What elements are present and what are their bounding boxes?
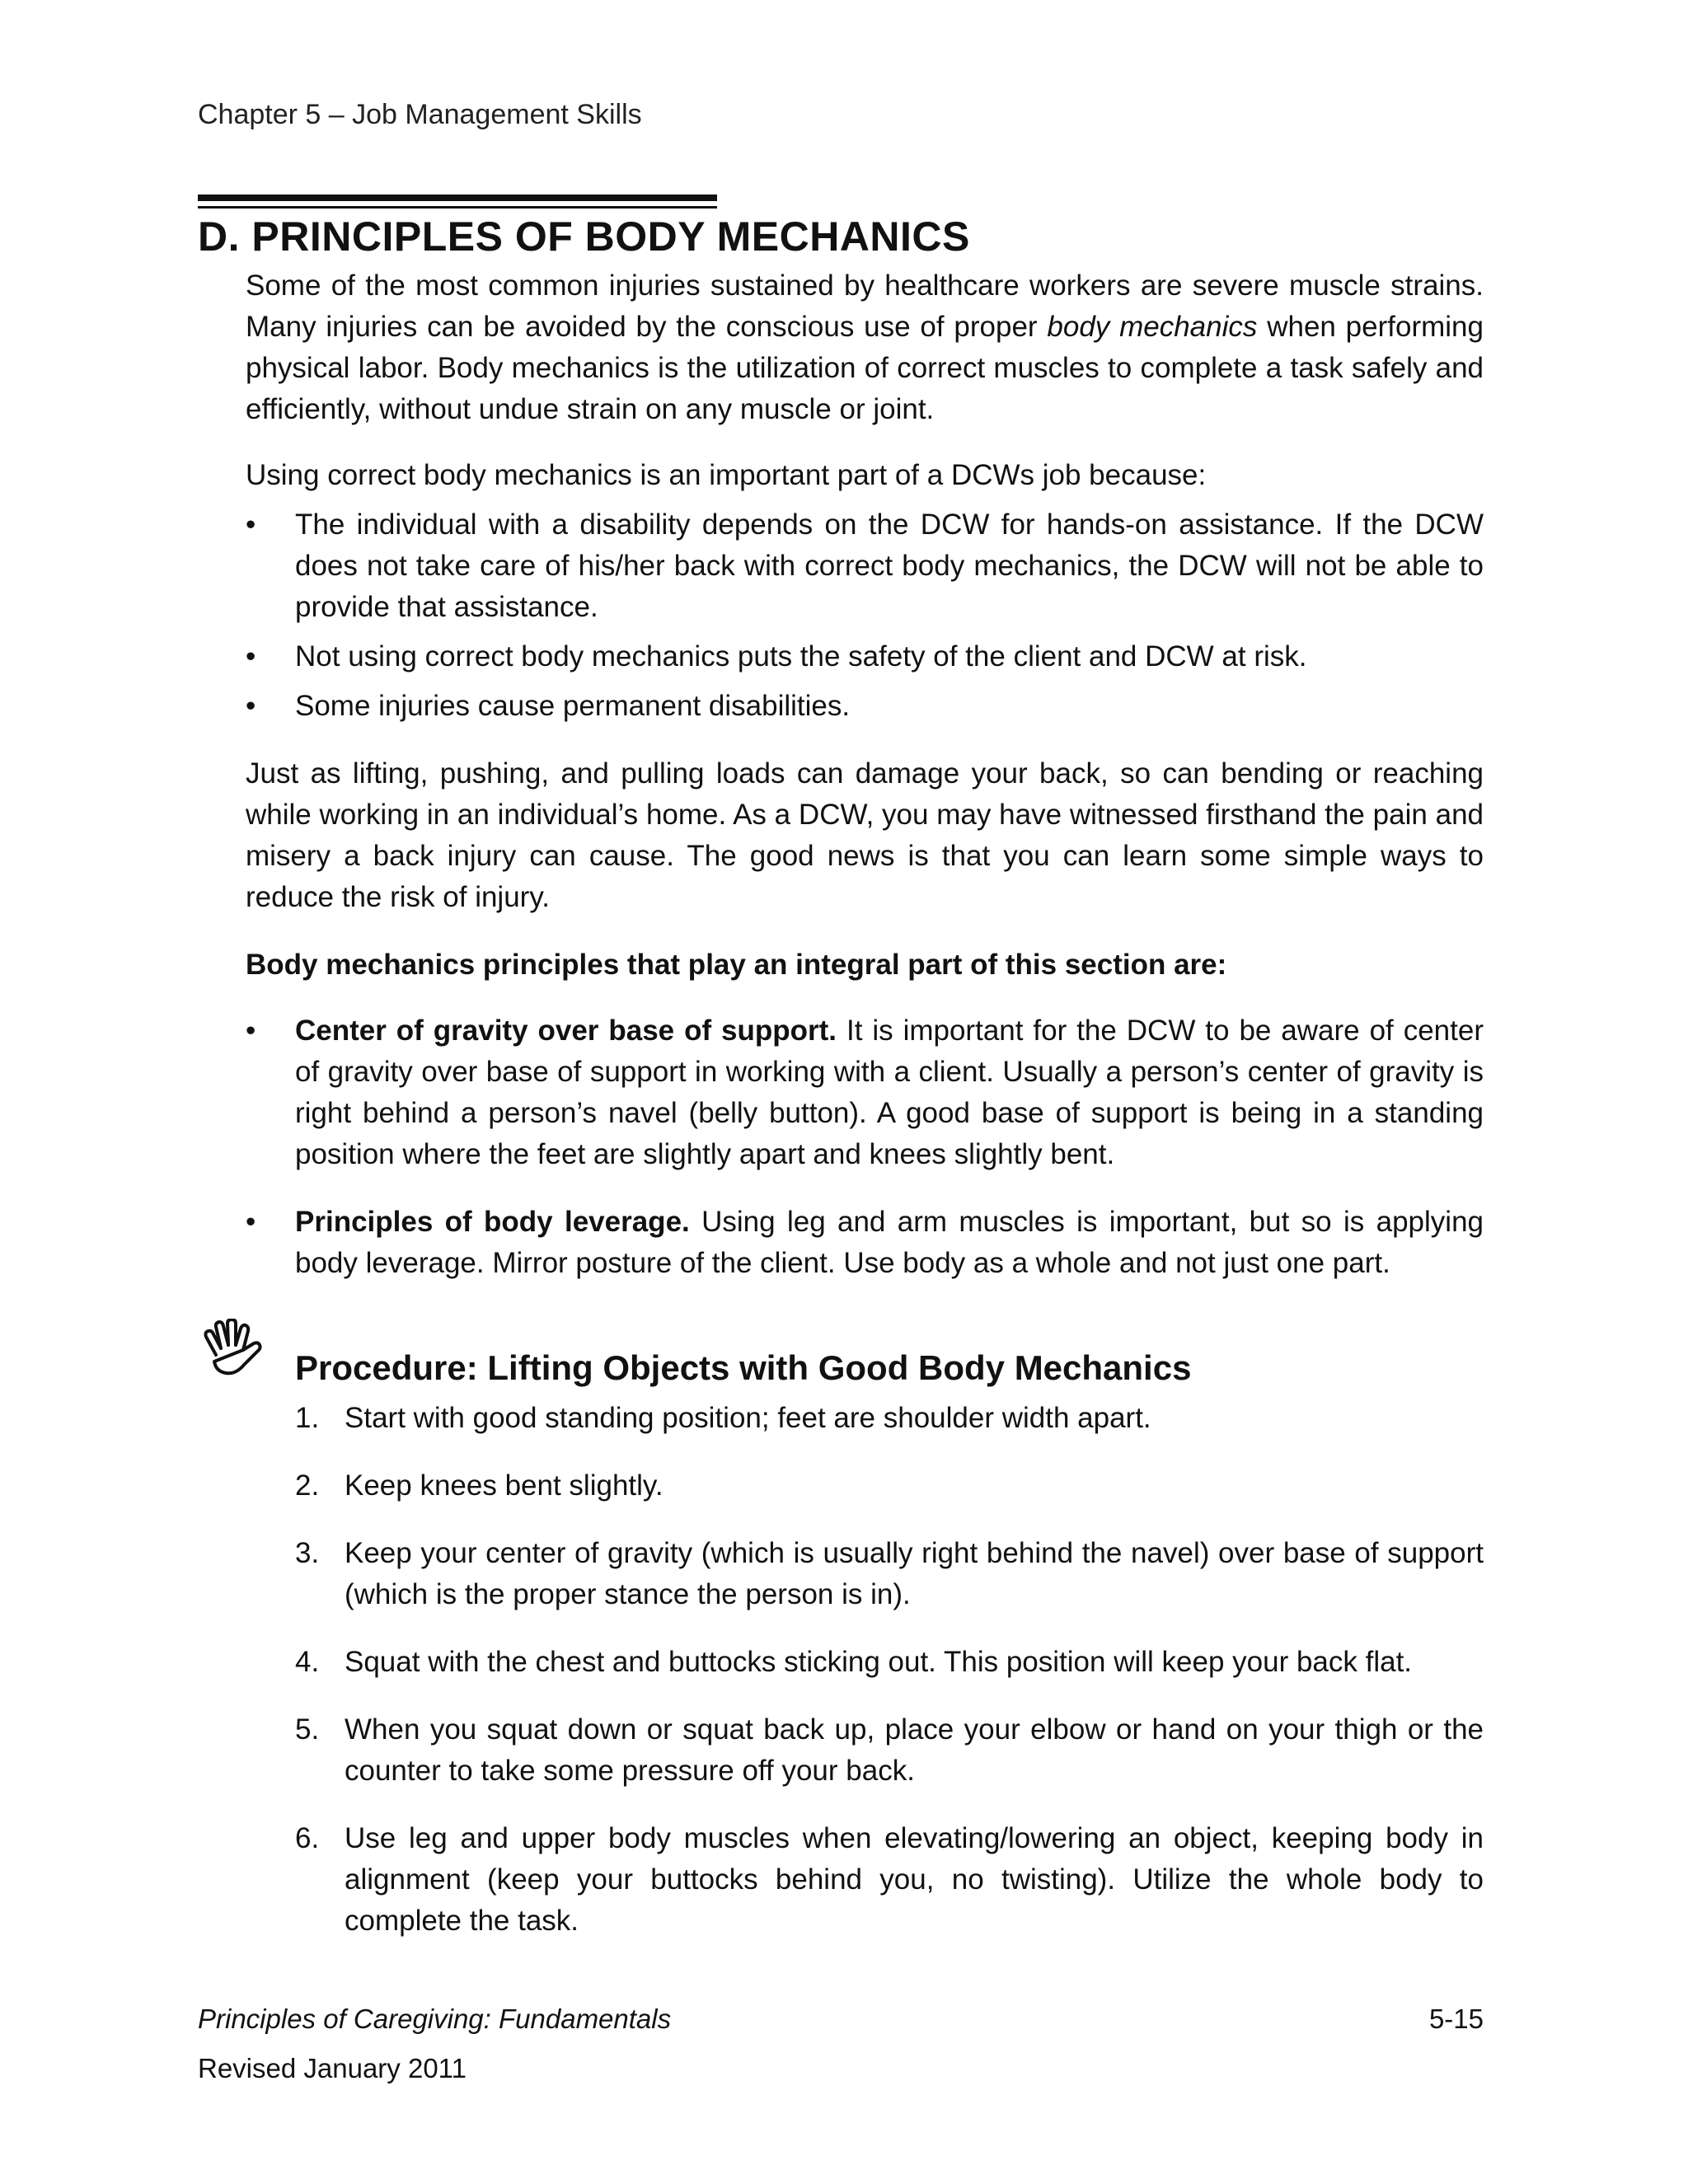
intro-emphasis: body mechanics [1047,311,1258,343]
bullet-glyph: • [246,690,256,722]
step-text: Keep your center of gravity (which is usually right behind the navel) over base of support (which is the proper stance the person is in). [345,1537,1484,1610]
intro-text-b: when performing physical labor. Body mechanics is the utilization of correct muscles to complete a task safely and efficiently, without undue strain on any muscle or joint. [246,311,1484,425]
footer-revised-date: Revised January 2011 [198,2053,467,2083]
step-number: 4. [295,1646,320,1678]
bullet-glyph: • [246,509,256,541]
principle-term: Principles of body leverage. [295,1206,690,1238]
step-text: Use leg and upper body muscles when elevating/lowering an object, keeping body in alignment (keep your buttocks behind you, no twisting). Utilize the whole body to complete the task. [345,1822,1484,1937]
list-item [246,636,1484,677]
page-footer-left [198,1994,671,2093]
step-number: 1. [295,1402,320,1434]
principles-heading: Body mechanics principles that play an integral part of this section are: [246,949,1227,981]
footer-book-title: Principles of Caregiving: Fundamentals [198,2004,672,2034]
page-number: 5-15 [1428,2004,1484,2034]
step-text: Keep knees bent slightly. [345,1469,663,1502]
reasons-list [246,504,1484,727]
raised-hand-icon [198,1319,264,1385]
step-number: 5. [295,1713,320,1746]
bullet-glyph: • [246,1015,256,1047]
principle-term: Center of gravity over base of support. [295,1015,837,1047]
principles-list [246,1010,1484,1284]
reasons-lead-paragraph: Using correct body mechanics is an important part of a DCWs job because: [246,459,1207,491]
section-title: D. PRINCIPLES OF BODY MECHANICS [198,213,970,260]
reason-text: Not using correct body mechanics puts the safety of the client and DCW at risk. [295,640,1307,673]
procedure-title: Procedure: Lifting Objects with Good Body Mechanics [295,1348,1192,1387]
list-item [246,504,1484,628]
back-injury-paragraph: Just as lifting, pushing, and pulling loads can damage your back, so can bending or reaching while working in an individual’s home. As a DCW, you may have witnessed firsthand the pain and misery a back injury can cause. The good news is that you can learn some simple ways to reduce the risk of injury. [246,757,1484,913]
reason-text: The individual with a disability depends on the DCW for hands-on assistance. If the DCW does not take care of his/her back with correct body mechanics, the DCW will not be able to provide that assistance. [295,509,1484,623]
list-item [295,1398,1484,1439]
step-number: 3. [295,1537,320,1569]
intro-text-a: Some of the most common injuries sustained by healthcare workers are severe muscle strains. Many injuries can be avoided by the conscious use of proper [246,269,1484,343]
list-item [295,1818,1484,1942]
running-header: Chapter 5 – Job Management Skills [198,99,642,130]
section-rule-thick [198,194,717,201]
bullet-glyph: • [246,640,256,673]
step-number: 6. [295,1822,320,1854]
procedure-steps [295,1398,1484,1942]
principle-text: It is important for the DCW to be aware of center of gravity over base of support in working with a client. Usually a person’s center of gravity is right behind a person’s navel (belly button). A good base of support is being in a standing position where the feet are slightly apart and knees slightly bent. [295,1015,1484,1170]
list-item [246,686,1484,727]
list-item [246,1202,1484,1284]
list-item [295,1465,1484,1507]
list-item [295,1533,1484,1615]
list-item [295,1642,1484,1683]
section-rule-thin [198,206,717,209]
list-item [295,1709,1484,1792]
step-text: Start with good standing position; feet are shoulder width apart. [345,1402,1151,1434]
step-text: Squat with the chest and buttocks sticking out. This position will keep your back flat. [345,1646,1413,1678]
step-text: When you squat down or squat back up, place your elbow or hand on your thigh or the counter to take some pressure off your back. [345,1713,1484,1787]
reason-text: Some injuries cause permanent disabilities. [295,690,851,722]
principle-text: Using leg and arm muscles is important, but so is applying body leverage. Mirror posture of the client. Use body as a whole and not just one part. [295,1206,1484,1279]
step-number: 2. [295,1469,320,1502]
list-item [246,1010,1484,1175]
bullet-glyph: • [246,1206,256,1238]
intro-paragraph [246,265,1484,430]
